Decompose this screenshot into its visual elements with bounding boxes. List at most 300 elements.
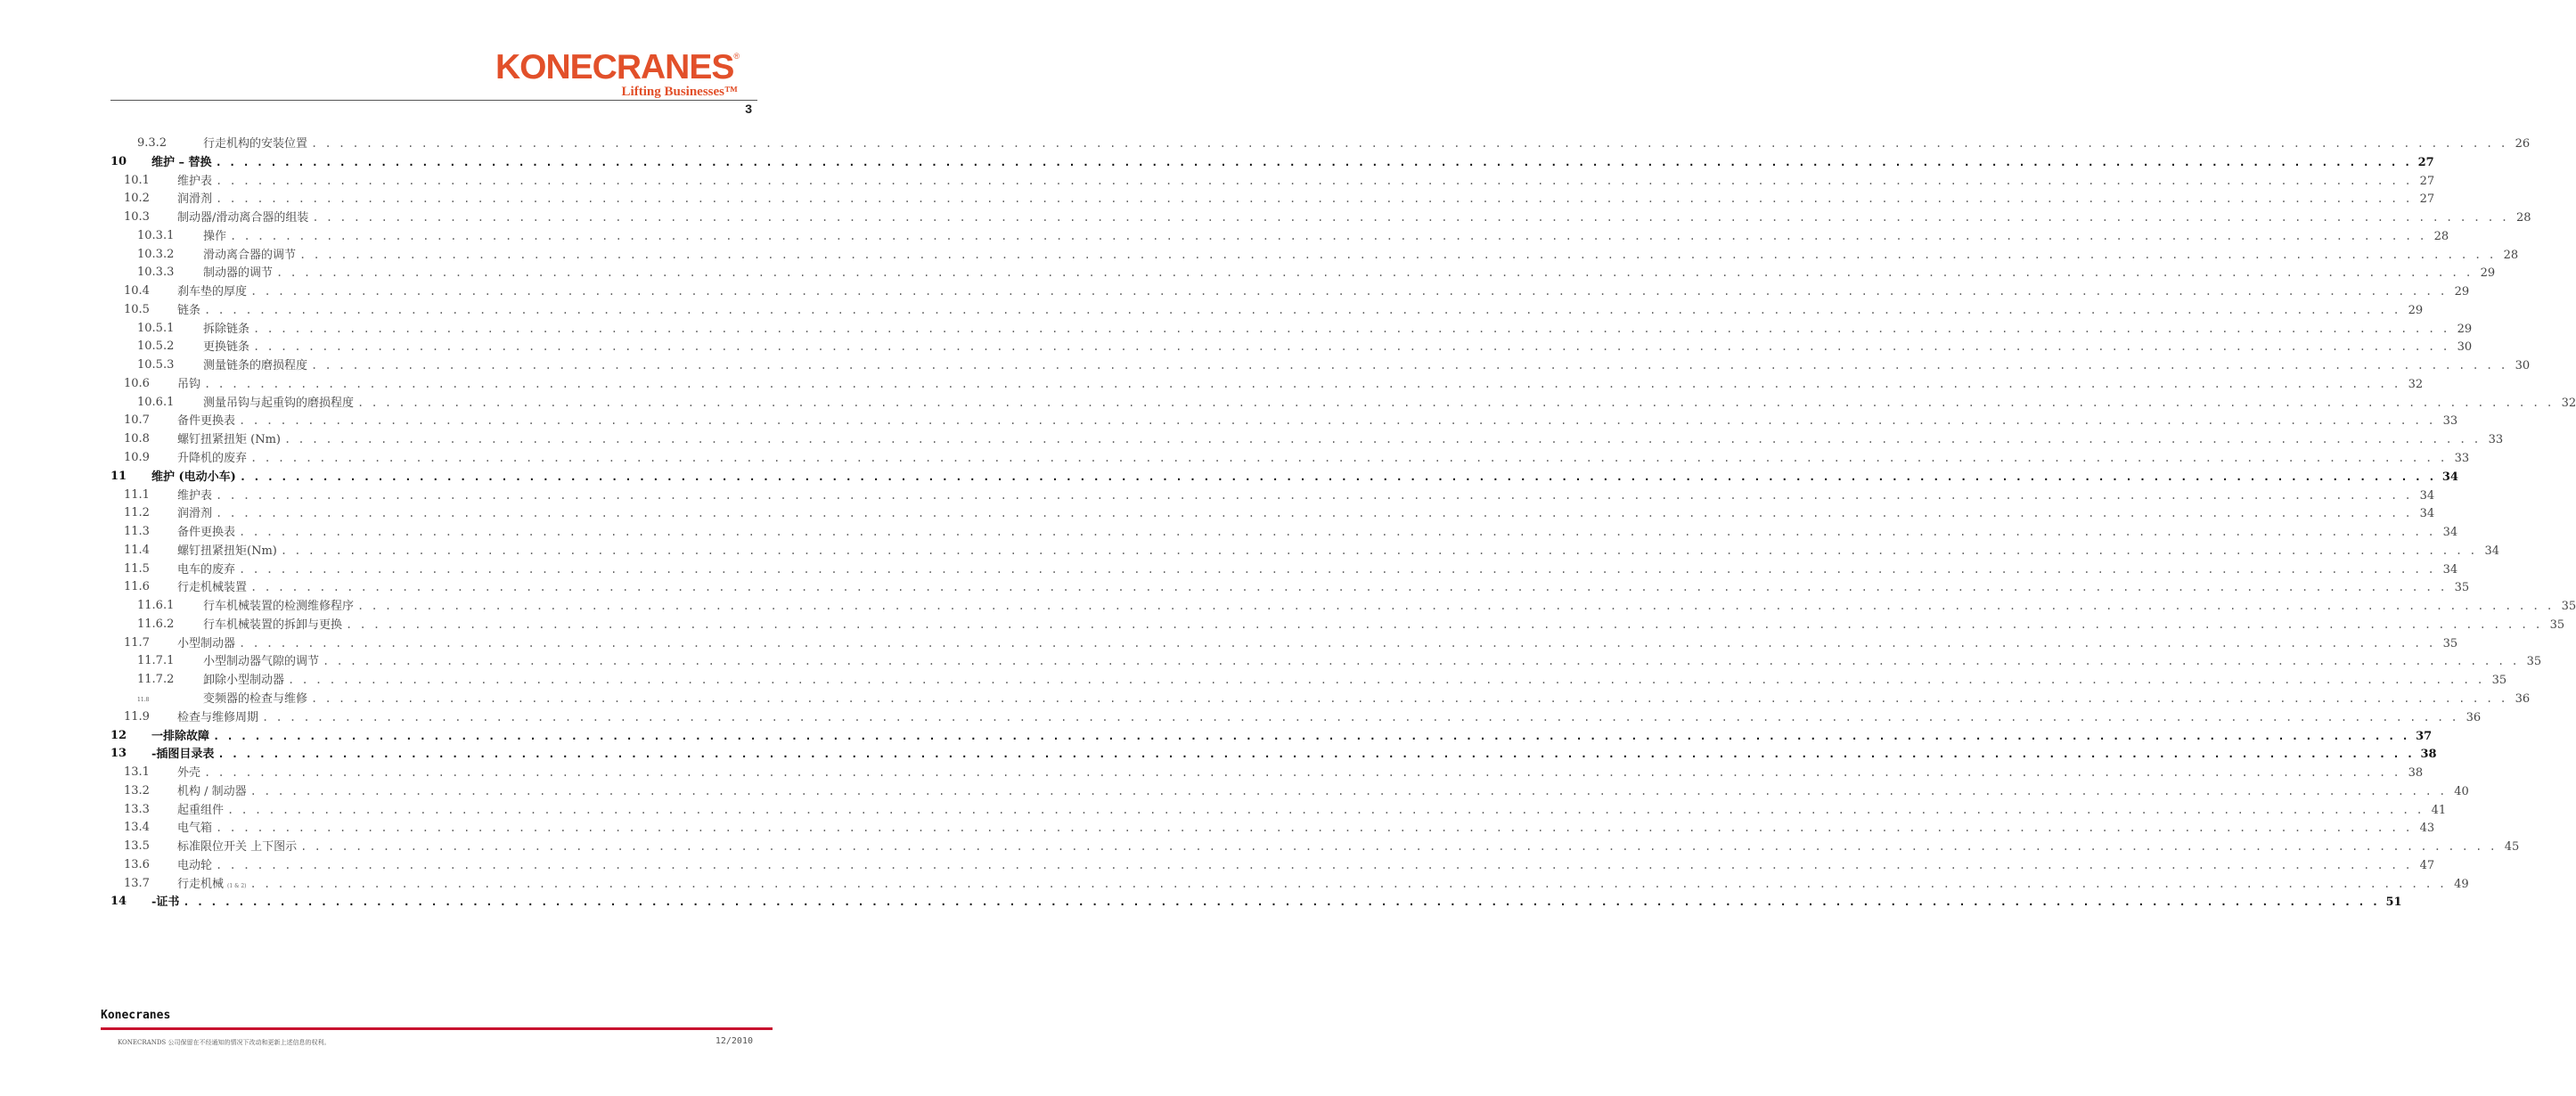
toc-entry[interactable]	[110, 301, 2424, 320]
toc-entry-title	[203, 653, 323, 672]
toc-entry-title	[151, 469, 240, 487]
toc-entry-title-text: 行走机械	[177, 877, 225, 891]
toc-dot-leader: . . . . . . . . . . . . . . . . . . . . . . . . . . . . . . . . . . . . . . . . . . . . . . . . . . . . . . . . . . . . . . . . . . . . . . . . . . . . . . . . . . . . . . . . . . . . . . . . . . . . . . . . . . . . . . . . . . . . . . . . . . . . . . . . . . . . . . . . . . . . . . . . . . . . . . . . . . . . . . . .	[216, 507, 2412, 520]
toc-entry-title	[177, 838, 300, 857]
toc-entry-number: 10.3.1	[137, 228, 175, 242]
toc-entry-number: 11.7	[124, 635, 150, 650]
logo-wordmark: KONECRANES	[495, 48, 734, 86]
toc-entry-page: 35	[2491, 674, 2507, 688]
toc-dot-leader: . . . . . . . . . . . . . . . . . . . . . . . . . . . . . . . . . . . . . . . . . . . . . . . . . . . . . . . . . . . . . . . . . . . . . . . . . . . . . . . . . . . . . . . . . . . . . . . . . . . . . . . . . . . . . . . . . . . . . . . . . . . . . . . . . . . . . . . . . . . . . . . . . . . . . . . . . . . . . . . .	[249, 784, 2446, 797]
toc-entry-number: 11.6.1	[137, 599, 175, 613]
toc-entry-number: 13.7	[124, 876, 150, 890]
toc-entry[interactable]	[110, 542, 2500, 560]
toc-entry-number: 10.3.3	[137, 266, 175, 280]
toc-dot-leader: . . . . . . . . . . . . . . . . . . . . . . . . . . . . . . . . . . . . . . . . . . . . . . . . . . . . . . . . . . . . . . . . . . . . . . . . . . . . . . . . . . . . . . . . . . . . . . . . . . . . . . . . . . . . . . . . . . . . . . . . . . . . . . . . . . . . . . . . . . . . . . . . . . . . . . . . . . . . . . . .	[227, 803, 2424, 816]
toc-entry-number: 10.5.2	[137, 339, 175, 354]
toc-entry-line	[177, 449, 2470, 469]
toc-dot-leader: . . . . . . . . . . . . . . . . . . . . . . . . . . . . . . . . . . . . . . . . . . . . . . . . . . . . . . . . . . . . . . . . . . . . . . . . . . . . . . . . . . . . . . . . . . . . . . . . . . . . . . . . . . . . . . . . . . . . . . . . . . . . . . . . . . . . . . . . . . . . . . . . . . . . . . . . . . . . . . . .	[253, 322, 2449, 335]
toc-entry-title	[151, 894, 183, 912]
toc-entry-number: 14	[110, 895, 127, 909]
toc-entry-number: 9.3.2	[137, 136, 168, 150]
toc-entry-title-text: -插图目录表	[151, 748, 215, 762]
toc-entry-title	[203, 265, 276, 283]
toc-entry-title-text: 卸除小型制动器	[203, 674, 285, 688]
toc-entry-title	[151, 728, 213, 747]
toc-entry-line	[203, 616, 2565, 635]
toc-entry-page: 45	[2504, 840, 2520, 855]
toc-entry-title	[203, 339, 253, 357]
toc-entry-number: 11	[110, 469, 127, 483]
toc-entry-page: 38	[2420, 748, 2437, 762]
toc-entry-page: 30	[2457, 340, 2473, 355]
toc-entry-line	[203, 264, 2496, 283]
toc-entry-line	[203, 246, 2519, 266]
toc-entry[interactable]	[110, 708, 2482, 727]
toc-entry-title	[177, 783, 250, 802]
toc-dot-leader: . . . . . . . . . . . . . . . . . . . . . . . . . . . . . . . . . . . . . . . . . . . . . . . . . . . . . . . . . . . . . . . . . . . . . . . . . . . . . . . . . . . . . . . . . . . . . . . . . . . . . . . . . . . . . . . . . . . . . . . . . . . . . . . . . . . . . . . . . . . . . . . . . . . . . . . . . . . . . . . .	[253, 340, 2449, 354]
toc-entry[interactable]	[110, 560, 2458, 579]
toc-entry[interactable]	[110, 282, 2470, 301]
toc-entry-page: 40	[2454, 784, 2469, 798]
toc-entry-title-text: 备件更换表	[177, 526, 236, 540]
toc-entry-title	[203, 691, 311, 709]
toc-entry[interactable]	[110, 246, 2519, 265]
toc-entry-title-text: 行走机构的安装位置	[203, 137, 308, 151]
toc-entry-line	[177, 172, 2435, 192]
toc-entry-title	[151, 154, 216, 173]
toc-entry-line	[203, 320, 2473, 339]
toc-entry-page: 29	[2454, 285, 2470, 299]
toc-entry[interactable]	[110, 782, 2469, 801]
toc-entry[interactable]	[110, 578, 2470, 597]
toc-dot-leader: . . . . . . . . . . . . . . . . . . . . . . . . . . . . . . . . . . . . . . . . . . . . . . . . . . . . . . . . . . . . . . . . . . . . . . . . . . . . . . . . . . . . . . . . . . . . . . . . . . . . . . . . . . . . . . . . . . . . . . . . . . . . . . . . . . . . . . . . . . . . . . . . . . . . . . . . . . . . . . . .	[276, 266, 2473, 280]
toc-entry-title-text: 升降机的废弃	[177, 452, 248, 466]
toc-entry[interactable]	[110, 616, 2565, 634]
toc-dot-leader: . . . . . . . . . . . . . . . . . . . . . . . . . . . . . . . . . . . . . . . . . . . . . . . . . . . . . . . . . . . . . . . . . . . . . . . . . . . . . . . . . . . . . . . . . . . . . . . . . . . . . . . . . . . . . . . . . . . . . . . . . . . . . . . . . . . . . . . . . . . . . . . . . . . . . . . . . . . . . . . .	[250, 285, 2447, 299]
toc-entry-line	[151, 893, 2402, 912]
toc-entry-line	[177, 856, 2435, 876]
toc-entry[interactable]	[110, 356, 2531, 375]
toc-entry-line	[203, 597, 2576, 617]
toc-entry-title-text: 变频器的检查与维修	[203, 691, 308, 706]
toc-entry-line	[177, 560, 2458, 580]
toc-entry-number: 11.6.2	[137, 617, 175, 631]
toc-entry-page: 34	[2442, 562, 2458, 577]
toc-entry[interactable]	[110, 153, 2434, 172]
toc-entry-title	[177, 524, 239, 543]
toc-dot-leader: . . . . . . . . . . . . . . . . . . . . . . . . . . . . . . . . . . . . . . . . . . . . . . . . . . . . . . . . . . . . . . . . . . . . . . . . . . . . . . . . . . . . . . . . . . . . . . . . . . . . . . . . . . . . . . . . . . . . . . . . . . . . . . . . . . . . . . . . . . . . . . . . . . . . . . . . . . . . . . . .	[216, 488, 2412, 502]
toc-entry-title-text: 链条	[177, 303, 201, 317]
toc-entry-title-text: 检查与维修周期	[177, 710, 259, 724]
toc-entry[interactable]	[110, 523, 2458, 542]
table-of-contents	[110, 135, 2576, 912]
toc-entry-page: 38	[2408, 766, 2424, 781]
toc-dot-leader: . . . . . . . . . . . . . . . . . . . . . . . . . . . . . . . . . . . . . . . . . . . . . . . . . . . . . . . . . . . . . . . . . . . . . . . . . . . . . . . . . . . . . . . . . . . . . . . . . . . . . . . . . . . . . . . . . . . . . . . . . . . . . . . . . . . . . . . . . . . . . . . . . . . . . . . . . . . . . . . .	[262, 710, 2458, 724]
toc-entry-title-text: 标准限位开关 上下图示	[177, 840, 298, 855]
toc-entry-page: 41	[2431, 803, 2447, 817]
toc-entry-title	[203, 247, 299, 266]
toc-entry-line	[177, 708, 2482, 728]
toc-entry-number: 11.9	[124, 709, 150, 724]
toc-entry-number: 13.4	[124, 821, 150, 835]
toc-dot-leader: . . . . . . . . . . . . . . . . . . . . . . . . . . . . . . . . . . . . . . . . . . . . . . . . . . . . . . . . . . . . . . . . . . . . . . . . . . . . . . . . . . . . . . . . . . . . . . . . . . . . . . . . . . . . . . . . . . . . . . . . . . . . . . . . . . . . . . . . . . . . . . . . . . . . . . . . . . . . . . . .	[299, 248, 2496, 261]
toc-entry-title	[177, 450, 250, 469]
toc-entry-title-text: 维护表	[177, 174, 213, 188]
footer-rule	[101, 1027, 773, 1030]
toc-dot-leader: . . . . . . . . . . . . . . . . . . . . . . . . . . . . . . . . . . . . . . . . . . . . . . . . . . . . . . . . . . . . . . . . . . . . . . . . . . . . . . . . . . . . . . . . . . . . . . . . . . . . . . . . . . . . . . . . . . . . . . . . . . . . . . . . . . . . . . . . . . . . . . . . . . . . . . . . . . . . . . . .	[300, 840, 2497, 854]
toc-dot-leader: . . . . . . . . . . . . . . . . . . . . . . . . . . . . . . . . . . . . . . . . . . . . . . . . . . . . . . . . . . . . . . . . . . . . . . . . . . . . . . . . . . . . . . . . . . . . . . . . . . . . . . . . . . . . . . . . . . . . . . . . . . . . . . . . . . . . . . . . . . . . . . . . . . . . . . . . . . . . . . . .	[213, 729, 2409, 742]
toc-dot-leader: . . . . . . . . . . . . . . . . . . . . . . . . . . . . . . . . . . . . . . . . . . . . . . . . . . . . . . . . . . . . . . . . . . . . . . . . . . . . . . . . . . . . . . . . . . . . . . . . . . . . . . . . . . . . . . . . . . . . . . . . . . . . . . . . . . . . . . . . . . . . . . . . . . . . . . . . . . . . . . . .	[312, 211, 2508, 225]
toc-entry-number: 11.3	[124, 525, 150, 539]
toc-dot-leader: . . . . . . . . . . . . . . . . . . . . . . . . . . . . . . . . . . . . . . . . . . . . . . . . . . . . . . . . . . . . . . . . . . . . . . . . . . . . . . . . . . . . . . . . . . . . . . . . . . . . . . . . . . . . . . . . . . . . . . . . . . . . . . . . . . . . . . . . . . . . . . . . . . . . . . . . . . . . . . . .	[204, 766, 2400, 780]
toc-dot-leader: . . . . . . . . . . . . . . . . . . . . . . . . . . . . . . . . . . . . . . . . . . . . . . . . . . . . . . . . . . . . . . . . . . . . . . . . . . . . . . . . . . . . . . . . . . . . . . . . . . . . . . . . . . . . . . . . . . . . . . . . . . . . . . . . . . . . . . . . . . . . . . . . . . . . . . . . . . . . . . . .	[288, 674, 2484, 687]
toc-entry-title-text: 备件更换表	[177, 414, 236, 429]
toc-entry-title	[177, 579, 250, 598]
toc-entry-number: 11.4	[124, 543, 150, 557]
toc-entry-title	[203, 228, 230, 247]
toc-entry-page: 33	[2454, 452, 2470, 466]
toc-entry-title	[177, 376, 204, 395]
footer-date: 12/2010	[715, 1036, 753, 1046]
toc-dot-leader: . . . . . . . . . . . . . . . . . . . . . . . . . . . . . . . . . . . . . . . . . . . . . . . . . . . . . . . . . . . . . . . . . . . . . . . . . . . . . . . . . . . . . . . . . . . . . . . . . . . . . . . . . . . . . . . . . . . . . . . . . . . . . . . . . . . . . . . . . . . . . . . . . . . . . . . . . . . . . . . .	[357, 396, 2554, 409]
toc-entry-line	[151, 468, 2458, 487]
toc-dot-leader: . . . . . . . . . . . . . . . . . . . . . . . . . . . . . . . . . . . . . . . . . . . . . . . . . . . . . . . . . . . . . . . . . . . . . . . . . . . . . . . . . . . . . . . . . . . . . . . . . . . . . . . . . . . . . . . . . . . . . . . . . . . . . . . . . . . . . . . . . . . . . . . . . . . . . . . . . . . . . . . .	[215, 155, 2411, 168]
toc-entry-title-text: 维护 – 替换	[151, 155, 212, 169]
toc-entry-line	[177, 782, 2469, 802]
toc-dot-leader: . . . . . . . . . . . . . . . . . . . . . . . . . . . . . . . . . . . . . . . . . . . . . . . . . . . . . . . . . . . . . . . . . . . . . . . . . . . . . . . . . . . . . . . . . . . . . . . . . . . . . . . . . . . . . . . . . . . . . . . . . . . . . . . . . . . . . . . . . . . . . . . . . . . . . . . . . . . . . . . .	[239, 636, 2435, 650]
toc-entry-title-text: 更换链条	[203, 340, 250, 355]
toc-entry-title	[177, 413, 239, 431]
toc-entry-title-text: 拆除链条	[203, 322, 250, 336]
toc-dot-leader: . . . . . . . . . . . . . . . . . . . . . . . . . . . . . . . . . . . . . . . . . . . . . . . . . . . . . . . . . . . . . . . . . . . . . . . . . . . . . . . . . . . . . . . . . . . . . . . . . . . . . . . . . . . . . . . . . . . . . . . . . . . . . . . . . . . . . . . . . . . . . . . . . . . . . . . . . . . . . . . .	[239, 414, 2435, 428]
toc-dot-leader: . . . . . . . . . . . . . . . . . . . . . . . . . . . . . . . . . . . . . . . . . . . . . . . . . . . . . . . . . . . . . . . . . . . . . . . . . . . . . . . . . . . . . . . . . . . . . . . . . . . . . . . . . . . . . . . . . . . . . . . . . . . . . . . . . . . . . . . . . . . . . . . . . . . . . . . . . . . . . . . .	[216, 858, 2412, 871]
toc-entry-page: 29	[2408, 303, 2424, 317]
toc-entry[interactable]	[110, 727, 2433, 746]
toc-entry-number: 10.8	[124, 432, 150, 446]
toc-entry-title	[177, 173, 216, 192]
toc-entry-page: 34	[2441, 470, 2458, 484]
page-number: 3	[745, 102, 752, 116]
toc-entry-title-text: 行走机械装置	[177, 581, 248, 595]
toc-entry-title-text: 行车机械装置的检测维修程序	[203, 600, 355, 614]
toc-entry-title	[177, 302, 204, 321]
toc-entry-page: 34	[2484, 544, 2500, 558]
toc-entry-title-text: 一排除故障	[151, 729, 210, 743]
toc-entry-page: 51	[2385, 896, 2402, 910]
toc-entry-number: 11.7.1	[137, 654, 175, 668]
toc-entry-number: 10.4	[124, 284, 150, 299]
toc-entry-line	[203, 690, 2531, 709]
toc-entry[interactable]	[110, 338, 2473, 356]
toc-entry-number: 10	[110, 154, 127, 168]
toc-entry-title-text: 测量链条的磨损程度	[203, 359, 308, 373]
toc-entry-page: 27	[2417, 155, 2434, 169]
toc-entry-page: 35	[2454, 581, 2470, 595]
toc-entry[interactable]	[110, 597, 2576, 616]
toc-entry-line	[177, 542, 2500, 561]
toc-entry-number: 10.7	[124, 413, 150, 428]
toc-dot-leader: . . . . . . . . . . . . . . . . . . . . . . . . . . . . . . . . . . . . . . . . . . . . . . . . . . . . . . . . . . . . . . . . . . . . . . . . . . . . . . . . . . . . . . . . . . . . . . . . . . . . . . . . . . . . . . . . . . . . . . . . . . . . . . . . . . . . . . . . . . . . . . . . . . . . . . . . . . . . . . . .	[204, 377, 2400, 390]
toc-entry-title	[177, 543, 281, 561]
toc-dot-leader: . . . . . . . . . . . . . . . . . . . . . . . . . . . . . . . . . . . . . . . . . . . . . . . . . . . . . . . . . . . . . . . . . . . . . . . . . . . . . . . . . . . . . . . . . . . . . . . . . . . . . . . . . . . . . . . . . . . . . . . . . . . . . . . . . . . . . . . . . . . . . . . . . . . . . . . . . . . . . . . .	[216, 174, 2412, 187]
toc-entry-line	[177, 504, 2435, 524]
toc-entry-title-text: 电车的废弃	[177, 562, 236, 577]
toc-entry-line	[203, 394, 2576, 413]
footer-company-name: Konecranes	[101, 1009, 171, 1022]
toc-entry-title-text: 测量吊钩与起重钩的磨损程度	[203, 396, 355, 410]
toc-entry-title-text: 机构 / 制动器	[177, 784, 247, 798]
toc-entry-page: 32	[2561, 396, 2576, 410]
toc-entry-page: 36	[2466, 710, 2482, 724]
toc-dot-leader: . . . . . . . . . . . . . . . . . . . . . . . . . . . . . . . . . . . . . . . . . . . . . . . . . . . . . . . . . . . . . . . . . . . . . . . . . . . . . . . . . . . . . . . . . . . . . . . . . . . . . . . . . . . . . . . . . . . . . . . . . . . . . . . . . . . . . . . . . . . . . . . . . . . . . . . . . . . . . . . .	[204, 303, 2400, 316]
toc-entry-line	[177, 487, 2435, 506]
toc-entry-number: 11.7.2	[137, 673, 175, 687]
toc-entry[interactable]	[110, 394, 2576, 413]
toc-entry-line	[151, 727, 2433, 747]
toc-entry-page: 35	[2561, 600, 2576, 614]
toc-entry[interactable]	[110, 893, 2402, 912]
toc-entry[interactable]	[110, 764, 2424, 782]
toc-entry-line	[177, 819, 2435, 838]
toc-entry[interactable]	[110, 449, 2470, 468]
toc-dot-leader: . . . . . . . . . . . . . . . . . . . . . . . . . . . . . . . . . . . . . . . . . . . . . . . . . . . . . . . . . . . . . . . . . . . . . . . . . . . . . . . . . . . . . . . . . . . . . . . . . . . . . . . . . . . . . . . . . . . . . . . . . . . . . . . . . . . . . . . . . . . . . . . . . . . . . . . . . . . . . . . .	[230, 229, 2426, 242]
toc-entry[interactable]	[110, 135, 2531, 153]
toc-entry-title	[203, 617, 346, 635]
toc-entry[interactable]	[110, 172, 2435, 191]
toc-entry[interactable]	[110, 468, 2458, 487]
toc-entry-title-text: -证书	[151, 896, 180, 910]
toc-entry-line	[177, 801, 2447, 821]
toc-entry[interactable]	[110, 430, 2504, 449]
toc-entry-line	[177, 375, 2424, 395]
toc-entry[interactable]	[110, 375, 2424, 394]
toc-entry[interactable]	[110, 745, 2437, 764]
toc-dot-leader: . . . . . . . . . . . . . . . . . . . . . . . . . . . . . . . . . . . . . . . . . . . . . . . . . . . . . . . . . . . . . . . . . . . . . . . . . . . . . . . . . . . . . . . . . . . . . . . . . . . . . . . . . . . . . . . . . . . . . . . . . . . . . . . . . . . . . . . . . . . . . . . . . . . . . . . . . . . . . . . .	[216, 822, 2412, 835]
toc-entry[interactable]	[110, 412, 2458, 430]
toc-entry-line	[203, 338, 2473, 357]
toc-entry-title	[177, 505, 216, 524]
toc-entry-line	[177, 209, 2531, 228]
logo-registered-mark: ®	[733, 52, 740, 61]
toc-entry-line	[203, 135, 2531, 154]
toc-dot-leader: . . . . . . . . . . . . . . . . . . . . . . . . . . . . . . . . . . . . . . . . . . . . . . . . . . . . . . . . . . . . . . . . . . . . . . . . . . . . . . . . . . . . . . . . . . . . . . . . . . . . . . . . . . . . . . . . . . . . . . . . . . . . . . . . . . . . . . . . . . . . . . . . . . . . . . . . . . . . . . . .	[239, 470, 2435, 483]
toc-entry-line	[203, 356, 2531, 376]
toc-entry-page: 32	[2408, 377, 2424, 391]
toc-entry-title	[177, 283, 250, 302]
toc-dot-leader: . . . . . . . . . . . . . . . . . . . . . . . . . . . . . . . . . . . . . . . . . . . . . . . . . . . . . . . . . . . . . . . . . . . . . . . . . . . . . . . . . . . . . . . . . . . . . . . . . . . . . . . . . . . . . . . . . . . . . . . . . . . . . . . . . . . . . . . . . . . . . . . . . . . . . . . . . . . . . . . .	[311, 359, 2507, 372]
toc-entry[interactable]	[110, 875, 2469, 894]
logo-tagline: Lifting Businesses™	[621, 85, 738, 99]
toc-entry-number: 10.6	[124, 376, 150, 390]
toc-entry-page: 28	[2516, 211, 2531, 225]
toc-entry-title	[177, 765, 204, 783]
toc-dot-leader: . . . . . . . . . . . . . . . . . . . . . . . . . . . . . . . . . . . . . . . . . . . . . . . . . . . . . . . . . . . . . . . . . . . . . . . . . . . . . . . . . . . . . . . . . . . . . . . . . . . . . . . . . . . . . . . . . . . . . . . . . . . . . . . . . . . . . . . . . . . . . . . . . . . . . . . . . . . . . . . .	[250, 581, 2447, 594]
toc-entry[interactable]	[110, 634, 2458, 653]
toc-entry-title	[177, 561, 239, 580]
toc-dot-leader: . . . . . . . . . . . . . . . . . . . . . . . . . . . . . . . . . . . . . . . . . . . . . . . . . . . . . . . . . . . . . . . . . . . . . . . . . . . . . . . . . . . . . . . . . . . . . . . . . . . . . . . . . . . . . . . . . . . . . . . . . . . . . . . . . . . . . . . . . . . . . . . . . . . . . . . . . . . . . . . .	[311, 137, 2507, 150]
toc-entry[interactable]	[110, 504, 2435, 523]
toc-entry[interactable]	[110, 209, 2531, 227]
toc-entry-title-text: 小型制动器	[177, 636, 236, 650]
toc-entry-number: 10.3	[124, 210, 150, 225]
toc-entry-page: 26	[2515, 137, 2531, 151]
toc-entry-number: 13.1	[124, 765, 150, 780]
toc-entry-number: 10.1	[124, 173, 150, 187]
toc-entry[interactable]	[110, 856, 2435, 875]
toc-entry[interactable]	[110, 320, 2473, 339]
toc-entry-number: 12	[110, 728, 127, 742]
toc-entry-line	[203, 652, 2542, 672]
toc-entry-title	[203, 598, 357, 617]
toc-dot-leader: . . . . . . . . . . . . . . . . . . . . . . . . . . . . . . . . . . . . . . . . . . . . . . . . . . . . . . . . . . . . . . . . . . . . . . . . . . . . . . . . . . . . . . . . . . . . . . . . . . . . . . . . . . . . . . . . . . . . . . . . . . . . . . . . . . . . . . . . . . . . . . . . . . . . . . . . . . . . . . . .	[249, 877, 2446, 890]
toc-entry-number: 11.8	[137, 696, 150, 703]
toc-entry-line	[177, 190, 2435, 209]
toc-entry-title	[177, 802, 227, 821]
toc-entry-title	[203, 135, 311, 154]
toc-entry[interactable]	[110, 801, 2447, 820]
toc-entry-title	[177, 635, 239, 654]
toc-entry-line	[177, 634, 2458, 654]
toc-entry[interactable]	[110, 819, 2435, 838]
toc-entry-title-text: 维护表	[177, 488, 213, 503]
toc-entry-number: 11.2	[124, 506, 150, 520]
toc-dot-leader: . . . . . . . . . . . . . . . . . . . . . . . . . . . . . . . . . . . . . . . . . . . . . . . . . . . . . . . . . . . . . . . . . . . . . . . . . . . . . . . . . . . . . . . . . . . . . . . . . . . . . . . . . . . . . . . . . . . . . . . . . . . . . . . . . . . . . . . . . . . . . . . . . . . . . . . . . . . . . . . .	[216, 192, 2412, 206]
toc-entry-title-text: 小型制动器气隙的调节	[203, 655, 320, 669]
toc-entry-title-text: 行车机械装置的拆卸与更换	[203, 618, 343, 632]
toc-entry-page: 36	[2515, 691, 2531, 706]
toc-entry-page: 35	[2442, 636, 2458, 650]
toc-entry[interactable]	[110, 227, 2449, 246]
toc-entry-number: 10.5.3	[137, 358, 175, 372]
toc-entry-page: 30	[2515, 359, 2531, 373]
toc-entry-number: 10.6.1	[137, 395, 175, 409]
toc-entry-page: 29	[2480, 266, 2496, 281]
toc-entry-page: 28	[2503, 248, 2519, 262]
toc-entry[interactable]	[110, 487, 2435, 505]
toc-entry-page: 47	[2419, 858, 2435, 872]
toc-entry-title-text: 维护 (电动小车)	[151, 470, 236, 484]
toc-entry-number: 10.5.1	[137, 321, 175, 335]
toc-entry-number: 11.1	[124, 487, 150, 502]
toc-entry-title	[177, 820, 216, 838]
toc-entry[interactable]	[110, 671, 2507, 690]
toc-entry-number: 11.6	[124, 580, 150, 594]
toc-entry-page: 33	[2442, 414, 2458, 429]
toc-entry-line	[151, 153, 2434, 173]
toc-entry-line	[177, 523, 2458, 543]
toc-entry-page: 35	[2549, 618, 2565, 632]
toc-entry-title-text: 润滑剂	[177, 507, 213, 521]
toc-entry-line	[177, 412, 2458, 431]
toc-entry[interactable]	[110, 838, 2520, 856]
footer-rights-notice: KONECRANDS 公司保留在不经通知的情况下改动和更新上述信息的权利。	[118, 1039, 331, 1046]
toc-entry-title	[177, 431, 284, 450]
toc-entry-page: 27	[2419, 174, 2435, 188]
toc-entry[interactable]	[110, 690, 2531, 708]
toc-entry-title	[177, 487, 216, 506]
toc-entry-line	[177, 430, 2504, 450]
toc-entry-title-text: 制动器的调节	[203, 266, 274, 281]
toc-entry-page: 37	[2416, 729, 2433, 743]
toc-entry-page: 28	[2433, 229, 2449, 243]
toc-entry-title	[177, 857, 216, 876]
toc-entry-number: 11.5	[124, 561, 150, 576]
toc-entry-page: 34	[2442, 526, 2458, 540]
toc-entry-page: 34	[2419, 507, 2435, 521]
toc-dot-leader: . . . . . . . . . . . . . . . . . . . . . . . . . . . . . . . . . . . . . . . . . . . . . . . . . . . . . . . . . . . . . . . . . . . . . . . . . . . . . . . . . . . . . . . . . . . . . . . . . . . . . . . . . . . . . . . . . . . . . . . . . . . . . . . . . . . . . . . . . . . . . . . . . . . . . . . . . . . . . . . .	[183, 896, 2379, 909]
toc-entry-number: 13.6	[124, 857, 150, 871]
toc-dot-leader: . . . . . . . . . . . . . . . . . . . . . . . . . . . . . . . . . . . . . . . . . . . . . . . . . . . . . . . . . . . . . . . . . . . . . . . . . . . . . . . . . . . . . . . . . . . . . . . . . . . . . . . . . . . . . . . . . . . . . . . . . . . . . . . . . . . . . . . . . . . . . . . . . . . . . . . . . . . . . . . .	[239, 526, 2435, 539]
toc-entry[interactable]	[110, 190, 2435, 209]
toc-dot-leader: . . . . . . . . . . . . . . . . . . . . . . . . . . . . . . . . . . . . . . . . . . . . . . . . . . . . . . . . . . . . . . . . . . . . . . . . . . . . . . . . . . . . . . . . . . . . . . . . . . . . . . . . . . . . . . . . . . . . . . . . . . . . . . . . . . . . . . . . . . . . . . . . . . . . . . . . . . . . . . . .	[217, 748, 2414, 761]
header-rule	[110, 100, 757, 101]
toc-entry-page: 29	[2457, 322, 2473, 336]
toc-entry-title-text: 电气箱	[177, 822, 213, 836]
toc-entry-page: 35	[2526, 655, 2542, 669]
toc-entry-number: 10.3.2	[137, 247, 175, 261]
toc-entry-title	[177, 191, 216, 209]
toc-entry-page: 27	[2419, 192, 2435, 207]
toc-entry-title	[203, 672, 288, 691]
toc-entry-title	[177, 209, 312, 228]
toc-entry-number: 10.9	[124, 451, 150, 465]
toc-dot-leader: . . . . . . . . . . . . . . . . . . . . . . . . . . . . . . . . . . . . . . . . . . . . . . . . . . . . . . . . . . . . . . . . . . . . . . . . . . . . . . . . . . . . . . . . . . . . . . . . . . . . . . . . . . . . . . . . . . . . . . . . . . . . . . . . . . . . . . . . . . . . . . . . . . . . . . . . . . . . . . . .	[250, 452, 2447, 465]
toc-entry-title-text: 操作	[203, 229, 227, 243]
toc-entry-line	[177, 282, 2470, 302]
toc-entry-line	[177, 578, 2470, 598]
toc-entry[interactable]	[110, 652, 2542, 671]
toc-entry-line	[203, 227, 2449, 247]
toc-entry-title-text: 吊钩	[177, 377, 201, 391]
toc-entry-page: 33	[2488, 433, 2504, 447]
toc-entry-number: 10.5	[124, 302, 150, 316]
toc-entry-title	[203, 395, 357, 413]
toc-entry-page: 49	[2454, 877, 2469, 891]
toc-dot-leader: . . . . . . . . . . . . . . . . . . . . . . . . . . . . . . . . . . . . . . . . . . . . . . . . . . . . . . . . . . . . . . . . . . . . . . . . . . . . . . . . . . . . . . . . . . . . . . . . . . . . . . . . . . . . . . . . . . . . . . . . . . . . . . . . . . . . . . . . . . . . . . . . . . . . . . . . . . . . . . . .	[280, 544, 2477, 557]
toc-entry-title-text: 起重组件	[177, 803, 225, 817]
toc-entry-number: 13.2	[124, 783, 150, 797]
toc-entry-title-text: 螺钉扭紧扭矩(Nm)	[177, 544, 277, 558]
toc-entry-title-text: 滑动离合器的调节	[203, 248, 297, 262]
toc-entry-title-text: 螺钉扭紧扭矩 (Nm)	[177, 433, 281, 447]
toc-dot-leader: . . . . . . . . . . . . . . . . . . . . . . . . . . . . . . . . . . . . . . . . . . . . . . . . . . . . . . . . . . . . . . . . . . . . . . . . . . . . . . . . . . . . . . . . . . . . . . . . . . . . . . . . . . . . . . . . . . . . . . . . . . . . . . . . . . . . . . . . . . . . . . . . . . . . . . . . . . . . . . . .	[283, 433, 2481, 446]
toc-entry-line	[177, 301, 2424, 321]
toc-entry-title	[151, 746, 217, 765]
toc-entry-title-text: 刹车垫的厚度	[177, 285, 248, 299]
toc-entry-page: 34	[2419, 488, 2435, 503]
toc-dot-leader: . . . . . . . . . . . . . . . . . . . . . . . . . . . . . . . . . . . . . . . . . . . . . . . . . . . . . . . . . . . . . . . . . . . . . . . . . . . . . . . . . . . . . . . . . . . . . . . . . . . . . . . . . . . . . . . . . . . . . . . . . . . . . . . . . . . . . . . . . . . . . . . . . . . . . . . . . . . . . . . .	[346, 618, 2542, 631]
toc-entry-number: 13.5	[124, 839, 150, 854]
toc-dot-leader: . . . . . . . . . . . . . . . . . . . . . . . . . . . . . . . . . . . . . . . . . . . . . . . . . . . . . . . . . . . . . . . . . . . . . . . . . . . . . . . . . . . . . . . . . . . . . . . . . . . . . . . . . . . . . . . . . . . . . . . . . . . . . . . . . . . . . . . . . . . . . . . . . . . . . . . . . . . . . . . .	[239, 562, 2435, 576]
konecranes-logo	[495, 50, 740, 102]
toc-entry-line	[151, 745, 2437, 765]
toc-entry-number: 10.2	[124, 192, 150, 206]
toc-dot-leader: . . . . . . . . . . . . . . . . . . . . . . . . . . . . . . . . . . . . . . . . . . . . . . . . . . . . . . . . . . . . . . . . . . . . . . . . . . . . . . . . . . . . . . . . . . . . . . . . . . . . . . . . . . . . . . . . . . . . . . . . . . . . . . . . . . . . . . . . . . . . . . . . . . . . . . . . . . . . . . . .	[323, 655, 2519, 668]
toc-entry-title	[203, 357, 311, 376]
toc-dot-leader: . . . . . . . . . . . . . . . . . . . . . . . . . . . . . . . . . . . . . . . . . . . . . . . . . . . . . . . . . . . . . . . . . . . . . . . . . . . . . . . . . . . . . . . . . . . . . . . . . . . . . . . . . . . . . . . . . . . . . . . . . . . . . . . . . . . . . . . . . . . . . . . . . . . . . . . . . . . . . . . .	[311, 691, 2507, 705]
toc-entry-title-text: 润滑剂	[177, 192, 213, 207]
toc-entry-line	[177, 838, 2520, 857]
toc-entry-number: 13.3	[124, 802, 150, 816]
toc-entry-title-text: 电动轮	[177, 858, 213, 872]
toc-entry-title-text: 制动器/滑动离合器的组装	[177, 211, 309, 225]
toc-dot-leader: . . . . . . . . . . . . . . . . . . . . . . . . . . . . . . . . . . . . . . . . . . . . . . . . . . . . . . . . . . . . . . . . . . . . . . . . . . . . . . . . . . . . . . . . . . . . . . . . . . . . . . . . . . . . . . . . . . . . . . . . . . . . . . . . . . . . . . . . . . . . . . . . . . . . . . . . . . . . . . . .	[357, 600, 2554, 613]
toc-entry-number: 13	[110, 747, 127, 761]
toc-entry-page: 43	[2419, 822, 2435, 836]
toc-entry-title	[203, 321, 253, 339]
toc-entry[interactable]	[110, 264, 2496, 282]
toc-entry-line	[203, 671, 2507, 691]
